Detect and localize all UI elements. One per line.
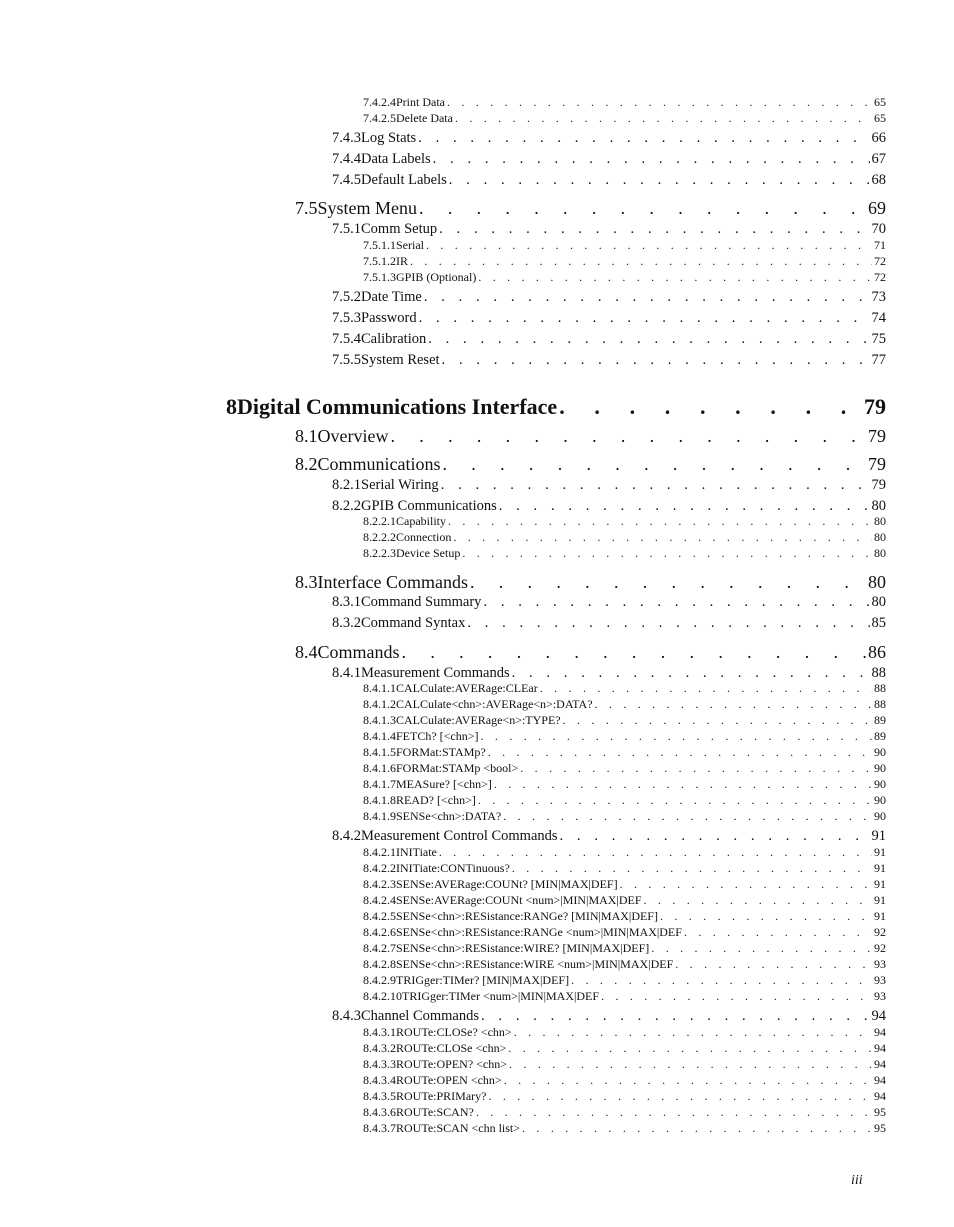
dot-leader <box>462 546 872 561</box>
dot-leader <box>660 909 872 924</box>
toc-entry-number: 7.5.2 <box>332 289 361 305</box>
toc-entry-title: ROUTe:CLOSe? <chn> <box>396 1025 512 1039</box>
toc-entry-title: MEASure? [<chn>] <box>396 777 492 791</box>
toc-entry-title: GPIB Communications <box>361 498 497 514</box>
toc-entry-page: 93 <box>874 957 886 971</box>
dot-leader <box>503 809 872 824</box>
dot-leader <box>448 514 872 529</box>
toc-entry-number: 8.4.1.4 <box>363 729 396 743</box>
toc-entry-number: 8.4.2 <box>332 828 361 844</box>
toc-entry-number: 8.4.1.1 <box>363 681 396 695</box>
dot-leader <box>402 642 866 663</box>
dot-leader <box>467 615 869 632</box>
toc-entry[interactable] <box>363 745 886 760</box>
toc-entry-page: 88 <box>874 697 886 711</box>
toc-entry-title: ROUTe:OPEN? <chn> <box>396 1057 508 1071</box>
toc-entry[interactable] <box>332 828 886 845</box>
toc-entry-page: 92 <box>874 925 886 939</box>
toc-entry-title: SENSe:AVERage:COUNt? [MIN|MAX|DEF] <box>396 877 618 891</box>
dot-leader <box>447 95 872 110</box>
toc-entry-title: Digital Communications Interface <box>237 394 558 419</box>
toc-entry[interactable] <box>332 594 886 611</box>
toc-entry[interactable] <box>363 973 886 988</box>
toc-entry[interactable] <box>332 498 886 515</box>
toc-entry-number: 8.4.3.7 <box>363 1121 396 1135</box>
toc-entry[interactable] <box>363 254 886 269</box>
toc-entry[interactable] <box>363 514 886 529</box>
toc-entry-number: 8.4.2.4 <box>363 893 396 907</box>
dot-leader <box>441 477 870 494</box>
toc-entry-page: 65 <box>874 111 886 125</box>
toc-entry[interactable] <box>363 957 886 972</box>
toc-entry-title: Communications <box>317 454 441 474</box>
toc-entry-title: System Reset <box>361 352 440 368</box>
toc-entry[interactable] <box>226 394 886 420</box>
toc-entry-number: 7.5.5 <box>332 352 361 368</box>
toc-entry-page: 65 <box>874 95 886 109</box>
toc-entry-number: 8.3 <box>295 572 318 592</box>
dot-leader <box>620 877 872 892</box>
toc-entry[interactable] <box>363 989 886 1004</box>
toc-entry[interactable] <box>363 861 886 876</box>
toc-entry-page: 79 <box>871 477 886 493</box>
toc-entry-number: 8.3.1 <box>332 594 361 610</box>
dot-leader <box>424 289 870 306</box>
toc-entry-page: 88 <box>871 665 886 681</box>
toc-entry-number: 8.4.2.6 <box>363 925 396 939</box>
dot-leader <box>410 254 872 269</box>
toc-entry[interactable] <box>363 761 886 776</box>
toc-entry-number: 8.4.1.9 <box>363 809 396 823</box>
toc-entry-number: 8 <box>226 394 237 419</box>
toc-entry-title: SENSe<chn>:DATA? <box>396 809 502 823</box>
toc-entry-title: Measurement Commands <box>361 665 510 681</box>
toc-entry-title: SENSe<chn>:RESistance:WIRE <num>|MIN|MAX|DEF <box>396 957 674 971</box>
dot-leader <box>439 845 872 860</box>
toc-entry-title: Commands <box>317 642 400 662</box>
toc-entry-page: 74 <box>871 310 886 326</box>
toc-entry[interactable] <box>332 1008 886 1025</box>
toc-entry-number: 8.4.2.9 <box>363 973 396 987</box>
dot-leader <box>488 745 872 760</box>
toc-entry-page: 91 <box>874 877 886 891</box>
toc-entry[interactable] <box>363 809 886 824</box>
toc-entry-number: 8.4.2.3 <box>363 877 396 891</box>
dot-leader <box>470 572 866 593</box>
toc-entry-title: Serial Wiring <box>361 477 439 493</box>
toc-entry-page: 93 <box>874 989 886 1003</box>
toc-entry-page: 94 <box>874 1057 886 1071</box>
toc-entry-page: 89 <box>874 713 886 727</box>
toc-entry[interactable] <box>363 1057 886 1072</box>
toc-entry[interactable] <box>363 95 886 110</box>
toc-entry-number: 8.4.2.8 <box>363 957 396 971</box>
dot-leader <box>508 1041 872 1056</box>
toc-entry-page: 91 <box>874 845 886 859</box>
toc-entry-number: 8.4.1.2 <box>363 697 396 711</box>
page-number: iii <box>851 1173 863 1188</box>
toc-entry-number: 8.2.2 <box>332 498 361 514</box>
toc-entry-title: CALCulate<chn>:AVERage<n>:DATA? <box>396 697 593 711</box>
toc-entry-title: ROUTe:SCAN <chn list> <box>396 1121 521 1135</box>
dot-leader <box>559 394 862 420</box>
toc-entry-title: Date Time <box>361 289 422 305</box>
toc-entry-page: 94 <box>874 1041 886 1055</box>
toc-entry-page: 94 <box>874 1089 886 1103</box>
toc-entry-title: Delete Data <box>396 111 453 125</box>
toc-entry-number: 7.5.1 <box>332 221 361 237</box>
toc-entry-page: 79 <box>868 426 886 446</box>
toc-entry-title: Log Stats <box>361 130 417 146</box>
toc-entry-number: 7.4.4 <box>332 151 361 167</box>
dot-leader <box>520 761 872 776</box>
toc-entry-title: SENSe<chn>:RESistance:WIRE? [MIN|MAX|DEF] <box>396 941 650 955</box>
toc-entry[interactable] <box>363 1041 886 1056</box>
toc-entry-page: 67 <box>871 151 886 167</box>
dot-leader <box>522 1121 872 1136</box>
toc-entry-title: Interface Commands <box>317 572 468 592</box>
toc-entry-title: Channel Commands <box>361 1008 480 1024</box>
toc-entry-page: 71 <box>874 238 886 252</box>
toc-entry[interactable] <box>363 845 886 860</box>
toc-entry-page: 66 <box>871 130 886 146</box>
toc-entry-title: CALCulate:AVERage<n>:TYPE? <box>396 713 561 727</box>
toc-entry-number: 8.4.3.6 <box>363 1105 396 1119</box>
toc-entry-number: 8.4 <box>295 642 318 662</box>
toc-entry-number: 8.2 <box>295 454 318 474</box>
toc-entry-title: CALCulate:AVERage:CLEar <box>396 681 538 695</box>
dot-leader <box>428 331 869 348</box>
toc-entry[interactable] <box>363 238 886 253</box>
toc-entry-number: 8.2.1 <box>332 477 361 493</box>
dot-leader <box>443 454 867 475</box>
dot-leader <box>488 1089 872 1104</box>
toc-entry-number: 8.4.3.3 <box>363 1057 396 1071</box>
dot-leader <box>499 498 870 515</box>
dot-leader <box>512 665 870 682</box>
dot-leader <box>563 713 872 728</box>
toc-entry[interactable] <box>363 909 886 924</box>
dot-leader <box>442 352 870 369</box>
toc-entry[interactable] <box>295 198 886 219</box>
toc-entry-title: READ? [<chn>] <box>396 793 476 807</box>
toc-entry[interactable] <box>295 642 886 663</box>
toc-entry[interactable] <box>363 681 886 696</box>
toc-entry-title: Comm Setup <box>361 221 438 237</box>
toc-entry-title: Overview <box>317 426 389 446</box>
toc-entry-page: 88 <box>874 681 886 695</box>
toc-entry-title: Command Summary <box>361 594 482 610</box>
toc-entry-title: IR <box>396 254 408 268</box>
toc-entry-page: 89 <box>874 729 886 743</box>
toc-entry-title: Device Setup <box>396 546 461 560</box>
toc-entry-title: INITiate:CONTinuous? <box>396 861 510 875</box>
toc-entry-title: TRIGger:TIMer? [MIN|MAX|DEF] <box>396 973 570 987</box>
toc-entry-number: 8.4.2.5 <box>363 909 396 923</box>
toc-entry-page: 91 <box>871 828 886 844</box>
dot-leader <box>478 793 872 808</box>
toc-entry-number: 8.2.2.1 <box>363 514 396 528</box>
toc-entry-title: ROUTe:PRIMary? <box>396 1089 487 1103</box>
toc-entry[interactable] <box>332 130 886 147</box>
toc-entry-page: 86 <box>868 642 886 662</box>
toc-entry-number: 8.4.3.1 <box>363 1025 396 1039</box>
dot-leader <box>419 198 866 219</box>
toc-entry-page: 91 <box>874 861 886 875</box>
toc-entry-title: ROUTe:OPEN <chn> <box>396 1073 502 1087</box>
dot-leader <box>509 1057 872 1072</box>
toc-entry-number: 8.4.1.8 <box>363 793 396 807</box>
toc-entry-page: 95 <box>874 1121 886 1135</box>
toc-entry-number: 7.5.1.1 <box>363 238 396 252</box>
toc-entry-number: 8.4.1.3 <box>363 713 396 727</box>
dot-leader <box>419 310 870 327</box>
toc-entry[interactable] <box>332 221 886 238</box>
dot-leader <box>595 697 872 712</box>
toc-entry-page: 92 <box>874 941 886 955</box>
toc-entry-number: 8.4.1.7 <box>363 777 396 791</box>
toc-entry-title: System Menu <box>317 198 418 218</box>
toc-entry-number: 7.5.3 <box>332 310 361 326</box>
toc-entry-page: 77 <box>871 352 886 368</box>
toc-entry[interactable] <box>363 1089 886 1104</box>
toc-entry[interactable] <box>363 697 886 712</box>
toc-entry[interactable] <box>332 352 886 369</box>
toc-entry[interactable] <box>332 477 886 494</box>
dot-leader <box>439 221 869 238</box>
dot-leader <box>455 111 872 126</box>
toc-entry-number: 8.2.2.3 <box>363 546 396 560</box>
toc-entry-title: FETCh? [<chn>] <box>396 729 479 743</box>
dot-leader <box>504 1073 872 1088</box>
toc-entry-page: 93 <box>874 973 886 987</box>
toc-entry[interactable] <box>363 530 886 545</box>
toc-entry-page: 79 <box>868 454 886 474</box>
toc-entry-number: 7.5.1.2 <box>363 254 396 268</box>
toc-entry-title: Print Data <box>396 95 445 109</box>
dot-leader <box>476 1105 872 1120</box>
toc-entry-title: Capability <box>396 514 446 528</box>
dot-leader <box>481 729 872 744</box>
toc-entry-number: 7.5 <box>295 198 318 218</box>
toc-entry-number: 7.4.2.4 <box>363 95 396 109</box>
toc-entry-number: 7.5.1.3 <box>363 270 396 284</box>
toc-entry-page: 94 <box>874 1073 886 1087</box>
toc-entry-title: GPIB (Optional) <box>396 270 477 284</box>
toc-entry-number: 8.4.3 <box>332 1008 361 1024</box>
toc-entry-number: 8.4.3.4 <box>363 1073 396 1087</box>
toc-entry-page: 80 <box>871 498 886 514</box>
toc-entry-page: 91 <box>874 909 886 923</box>
dot-leader <box>644 893 872 908</box>
toc-entry-title: FORMat:STAMp? <box>396 745 486 759</box>
toc-entry-number: 8.4.3.2 <box>363 1041 396 1055</box>
toc-entry[interactable] <box>363 1025 886 1040</box>
toc-entry[interactable] <box>363 1105 886 1120</box>
dot-leader <box>478 270 872 285</box>
toc-entry[interactable] <box>332 665 886 682</box>
dot-leader <box>449 172 870 189</box>
toc-entry-page: 90 <box>874 809 886 823</box>
toc-entry-page: 80 <box>868 572 886 592</box>
dot-leader <box>571 973 872 988</box>
toc-entry[interactable] <box>295 426 886 447</box>
toc-entry-number: 8.4.2.2 <box>363 861 396 875</box>
dot-leader <box>433 151 870 168</box>
toc-entry[interactable] <box>363 729 886 744</box>
toc-entry-page: 94 <box>874 1025 886 1039</box>
toc-entry-title: SENSe<chn>:RESistance:RANGe? [MIN|MAX|DEF] <box>396 909 658 923</box>
toc-entry-title: SENSe<chn>:RESistance:RANGe <num>|MIN|MAX|DEF <box>396 925 682 939</box>
toc-entry-number: 8.1 <box>295 426 318 446</box>
toc-entry[interactable] <box>363 111 886 126</box>
dot-leader <box>483 594 869 611</box>
dot-leader <box>560 828 870 845</box>
toc-entry-page: 80 <box>874 546 886 560</box>
toc-entry-page: 80 <box>871 594 886 610</box>
toc-entry[interactable] <box>363 877 886 892</box>
toc-entry-title: Calibration <box>361 331 427 347</box>
toc-entry-page: 80 <box>874 514 886 528</box>
dot-leader <box>540 681 872 696</box>
toc-entry-title: Data Labels <box>361 151 431 167</box>
toc-entry[interactable] <box>332 310 886 327</box>
toc-entry-title: Default Labels <box>361 172 447 188</box>
toc-entry[interactable] <box>363 270 886 285</box>
toc-entry-title: FORMat:STAMp <bool> <box>396 761 519 775</box>
dot-leader <box>512 861 872 876</box>
toc-entry[interactable] <box>295 454 886 475</box>
dot-leader <box>481 1008 869 1025</box>
toc-entry[interactable] <box>332 172 886 189</box>
toc-entry-number: 8.4.2.10 <box>363 989 402 1003</box>
toc-entry[interactable] <box>363 546 886 561</box>
toc-entry[interactable] <box>363 793 886 808</box>
toc-entry[interactable] <box>363 777 886 792</box>
toc-entry-number: 8.4.1.5 <box>363 745 396 759</box>
toc-entry[interactable] <box>363 925 886 940</box>
toc-entry-number: 8.4.2.1 <box>363 845 396 859</box>
toc-entry-page: 90 <box>874 793 886 807</box>
toc-entry-page: 79 <box>864 394 886 419</box>
toc-entry-page: 68 <box>871 172 886 188</box>
dot-leader <box>684 925 872 940</box>
toc-entry-title: Password <box>361 310 417 326</box>
dot-leader <box>601 989 872 1004</box>
toc-entry-number: 7.5.4 <box>332 331 361 347</box>
toc-entry-page: 95 <box>874 1105 886 1119</box>
toc-entry[interactable] <box>363 1073 886 1088</box>
toc-entry[interactable] <box>332 615 886 632</box>
toc-entry-number: 7.4.3 <box>332 130 361 146</box>
dot-leader <box>453 530 872 545</box>
toc-entry-page: 85 <box>871 615 886 631</box>
toc-entry[interactable] <box>332 151 886 168</box>
toc-entry-page: 90 <box>874 777 886 791</box>
toc-entry-title: TRIGger:TIMer <num>|MIN|MAX|DEF <box>402 989 600 1003</box>
dot-leader <box>675 957 872 972</box>
toc-entry-number: 7.4.5 <box>332 172 361 188</box>
toc-entry-number: 8.4.1 <box>332 665 361 681</box>
dot-leader <box>426 238 872 253</box>
toc-entry[interactable] <box>295 572 886 593</box>
toc-entry-page: 72 <box>874 270 886 284</box>
toc-entry[interactable] <box>332 289 886 306</box>
dot-leader <box>390 426 866 447</box>
toc-entry-number: 8.4.1.6 <box>363 761 396 775</box>
toc-entry-title: Connection <box>396 530 452 544</box>
toc-entry-page: 73 <box>871 289 886 305</box>
toc-entry-page: 70 <box>871 221 886 237</box>
toc-entry-title: SENSe:AVERage:COUNt <num>|MIN|MAX|DEF <box>396 893 642 907</box>
toc-entry-number: 8.3.2 <box>332 615 361 631</box>
toc-entry-title: ROUTe:SCAN? <box>396 1105 474 1119</box>
toc-entry-page: 80 <box>874 530 886 544</box>
toc-entry-number: 8.4.2.7 <box>363 941 396 955</box>
toc-entry-page: 94 <box>871 1008 886 1024</box>
toc-entry-page: 75 <box>871 331 886 347</box>
toc-entry[interactable] <box>363 1121 886 1136</box>
toc-entry-title: ROUTe:CLOSe <chn> <box>396 1041 507 1055</box>
toc-entry-page: 91 <box>874 893 886 907</box>
toc-entry-number: 8.4.3.5 <box>363 1089 396 1103</box>
dot-leader <box>418 130 869 147</box>
toc-entry-title: Measurement Control Commands <box>361 828 558 844</box>
toc-entry-page: 90 <box>874 745 886 759</box>
toc-entry-number: 8.2.2.2 <box>363 530 396 544</box>
toc-entry-page: 72 <box>874 254 886 268</box>
toc-entry-title: Serial <box>396 238 424 252</box>
toc-entry[interactable] <box>363 893 886 908</box>
toc-entry-title: Command Syntax <box>361 615 466 631</box>
toc-entry-number: 7.4.2.5 <box>363 111 396 125</box>
dot-leader <box>651 941 872 956</box>
toc-entry-page: 90 <box>874 761 886 775</box>
toc-entry[interactable] <box>332 331 886 348</box>
toc-entry[interactable] <box>363 713 886 728</box>
toc-entry[interactable] <box>363 941 886 956</box>
toc-entry-title: INITiate <box>396 845 437 859</box>
dot-leader <box>514 1025 872 1040</box>
toc-entry-page: 69 <box>868 198 886 218</box>
dot-leader <box>494 777 872 792</box>
